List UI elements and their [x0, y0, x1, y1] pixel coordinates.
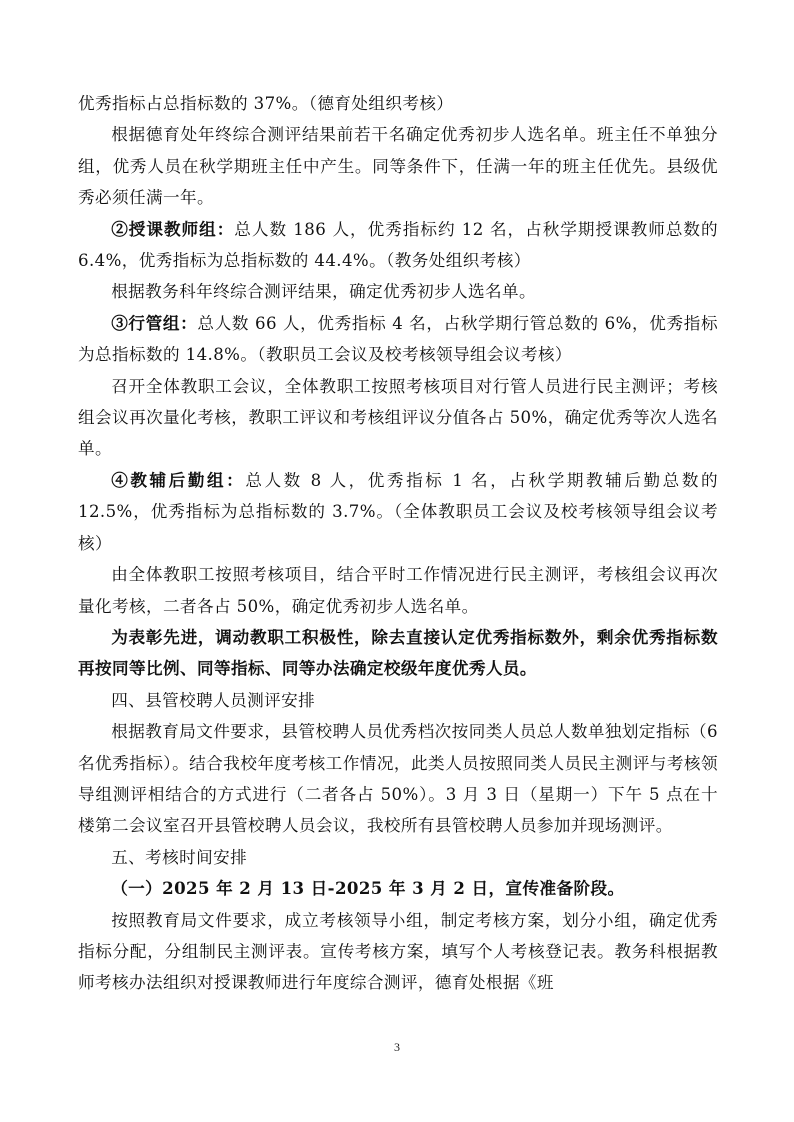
admin-group-heading: ③行管组： [111, 312, 198, 333]
paragraph-admin-evaluation: 召开全体教职工会议，全体教职工按照考核项目对行管人员进行民主测评；考核组会议再次量化考核，教职工评议和考核组评议分值各占 50%，确定优秀等次人选名单。 [78, 376, 718, 459]
paragraph-admin-group [78, 308, 718, 371]
support-group-heading: ④教辅后勤组： [111, 469, 246, 490]
paragraph-support-evaluation: 由全体教职工按照考核项目，结合平时工作情况进行民主测评，考核组会议再次量化考核，二者各占 50%，确定优秀初步人选名单。 [78, 565, 718, 616]
teaching-staff-group-text: 总人数 186 人，优秀指标约 12 名，占秋学期授课教师总数的 6.4%，优秀指标为总指标数的 44.4%。（教务处组织考核） [78, 219, 718, 271]
paragraph-teaching-staff-group [78, 214, 718, 277]
section-heading-schedule: 五、考核时间安排 [111, 847, 248, 867]
paragraph-homeroom-rules: 根据德育处年终综合测评结果前若干名确定优秀初步人选名单。班主任不单独分组，优秀人员在秋学期班主任中产生。同等条件下，任满一年的班主任优先。县级优秀必须任满一年。 [78, 125, 718, 208]
page-number: 3 [394, 1040, 400, 1054]
document-body [78, 88, 718, 999]
paragraph-support-group [78, 465, 718, 559]
teaching-staff-group-heading: ②授课教师组： [111, 218, 235, 239]
paragraph-commendation: 为表彰先进，调动教职工积极性，除去直接认定优秀指标数外，剩余优秀指标数再按同等比例、同等指标、同等办法确定校级年度优秀人员。 [78, 626, 718, 679]
support-group-text: 总人数 8 人，优秀指标 1 名，占秋学期教辅后勤总数的 12.5%，优秀指标为总指标数的 3.7%。（全体教职员工会议及校考核领导组会议考核） [78, 470, 718, 553]
section-heading-county-staff: 四、县管校聘人员测评安排 [111, 690, 316, 710]
paragraph-preparation: 按照教育局文件要求，成立考核领导小组，制定考核方案，划分小组，确定优秀指标分配，分组制民主测评表。宣传考核方案，填写个人考核登记表。教务科根据教师考核办法组织对授课教师进行年度综合测评，德育处根据《班 [78, 910, 718, 993]
paragraph-excellence-ratio: 优秀指标占总指标数的 37%。（德育处组织考核） [78, 94, 454, 113]
subheading-preparation-phase: （一）2025 年 2 月 13 日-2025 年 3 月 2 日，宣传准备阶段。 [111, 878, 625, 899]
paragraph-teaching-evaluation: 根据教务科年终综合测评结果，确定优秀初步人选名单。 [111, 282, 537, 302]
paragraph-county-staff: 根据教育局文件要求，县管校聘人员优秀档次按同类人员总人数单独划定指标（6 名优秀指标）。结合我校年度考核工作情况，此类人员按照同类人员民主测评与考核领导组测评相结合的方式进行（二者各占 50%）。3 月 3 日（星期一）下午 5 点在十楼第二会议室召开县管校聘人员会议，我校所有县管校聘人员参加并现场测评。 [78, 722, 718, 836]
admin-group-text: 总人数 66 人，优秀指标 4 名，占秋学期行管总数的 6%，优秀指标为总指标数的 14.8%。（教职员工会议及校考核领导组会议考核） [78, 313, 718, 365]
